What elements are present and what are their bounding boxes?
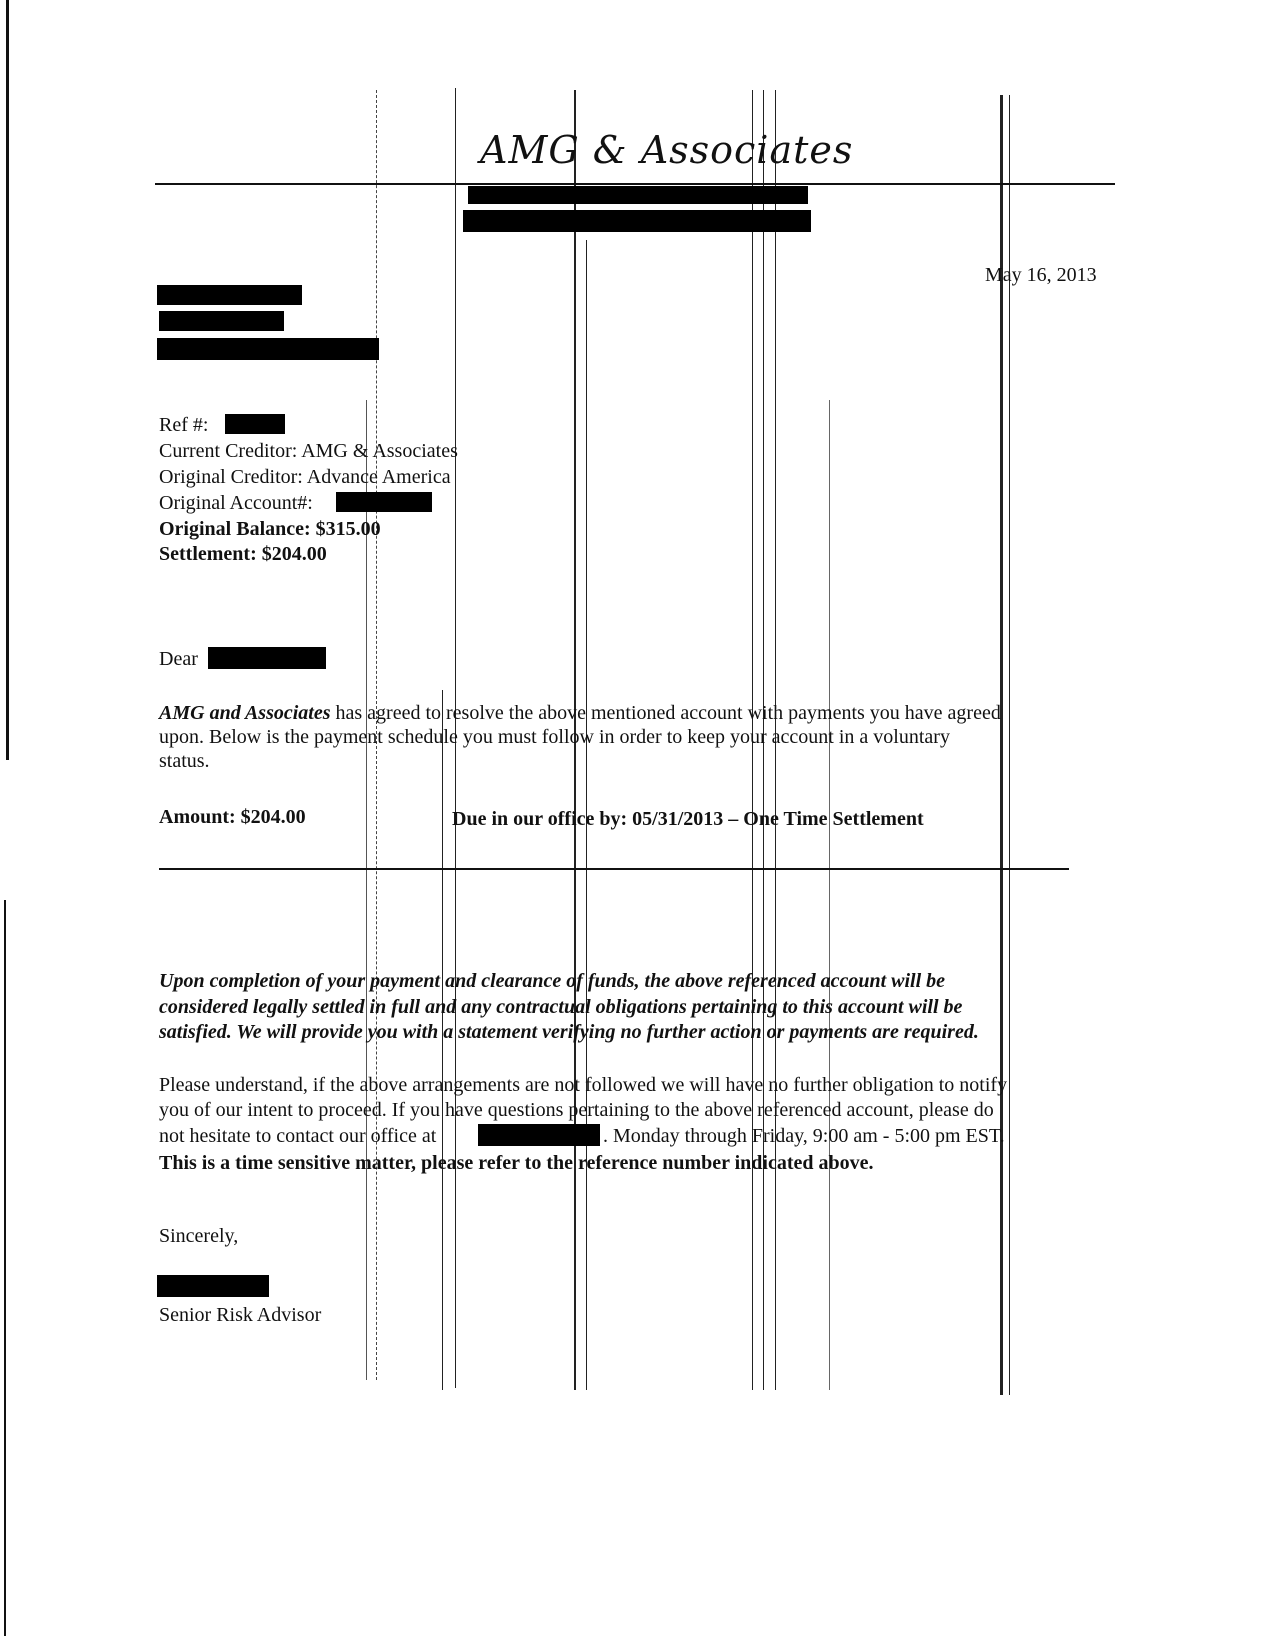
intro-line-2: upon. Below is the payment schedule you must follow in order to keep your account in a voluntary — [159, 726, 950, 748]
understand-line-3a: not hesitate to contact our office at — [159, 1125, 437, 1147]
time-sensitive-notice: This is a time sensitive matter, please refer to the reference number indicated above. — [159, 1152, 874, 1174]
letter-date: May 16, 2013 — [985, 264, 1097, 286]
company-logo: AMG & Associates — [480, 128, 854, 172]
scan-line — [1000, 95, 1003, 1395]
closing: Sincerely, — [159, 1225, 239, 1247]
current-creditor: Current Creditor: AMG & Associates — [159, 440, 458, 462]
intro-line-1 — [159, 700, 1001, 726]
intro-line-3: status. — [159, 750, 210, 772]
scan-line — [366, 400, 367, 1380]
scan-line — [829, 400, 830, 1390]
ref-label: Ref #: — [159, 414, 209, 436]
redacted-account-number — [336, 492, 432, 512]
payment-amount: Amount: $204.00 — [159, 806, 306, 828]
scan-line — [1009, 95, 1010, 1395]
completion-line-1: Upon completion of your payment and clearance of funds, the above referenced account will be — [159, 970, 946, 992]
page-edge-left-lower — [4, 900, 6, 1636]
original-balance: Original Balance: $315.00 — [159, 518, 381, 540]
understand-line-3b: . Monday through Friday, 9:00 am - 5:00 pm EST. — [603, 1125, 1005, 1147]
payment-due: Due in our office by: 05/31/2013 – One Time Settlement — [452, 808, 924, 830]
understand-line-1: Please understand, if the above arrangements are not followed we will have no further obligation to notify — [159, 1074, 1008, 1096]
redacted-address-line-2 — [463, 210, 811, 232]
completion-line-3: satisfied. We will provide you with a statement verifying no further action or payments are required. — [159, 1021, 979, 1043]
intro-line-1-text: has agreed to resolve the above mentioned account with payments you have agreed — [330, 702, 1001, 724]
redacted-recipient-name — [157, 285, 302, 305]
understand-line-2: you of our intent to proceed. If you have questions pertaining to the above referenced account, please do — [159, 1099, 994, 1121]
schedule-rule — [159, 868, 1069, 870]
redacted-recipient-street — [159, 311, 284, 331]
original-account-label: Original Account#: — [159, 492, 313, 514]
redacted-salutation-name — [208, 647, 326, 669]
page-edge-left — [6, 0, 9, 760]
settlement-amount: Settlement: $204.00 — [159, 543, 327, 565]
completion-line-2: considered legally settled in full and any contractual obligations pertaining to this account will be — [159, 996, 963, 1018]
salutation: Dear — [159, 648, 198, 670]
redacted-ref-number — [225, 414, 285, 434]
redacted-address-line-1 — [468, 186, 808, 204]
redacted-phone-number — [478, 1124, 600, 1146]
header-rule — [155, 183, 1115, 185]
original-creditor: Original Creditor: Advance America — [159, 466, 451, 488]
intro-company-name: AMG and Associates — [159, 702, 331, 724]
signer-title: Senior Risk Advisor — [159, 1304, 322, 1326]
redacted-signer-name — [157, 1275, 269, 1297]
redacted-recipient-city — [157, 338, 379, 360]
